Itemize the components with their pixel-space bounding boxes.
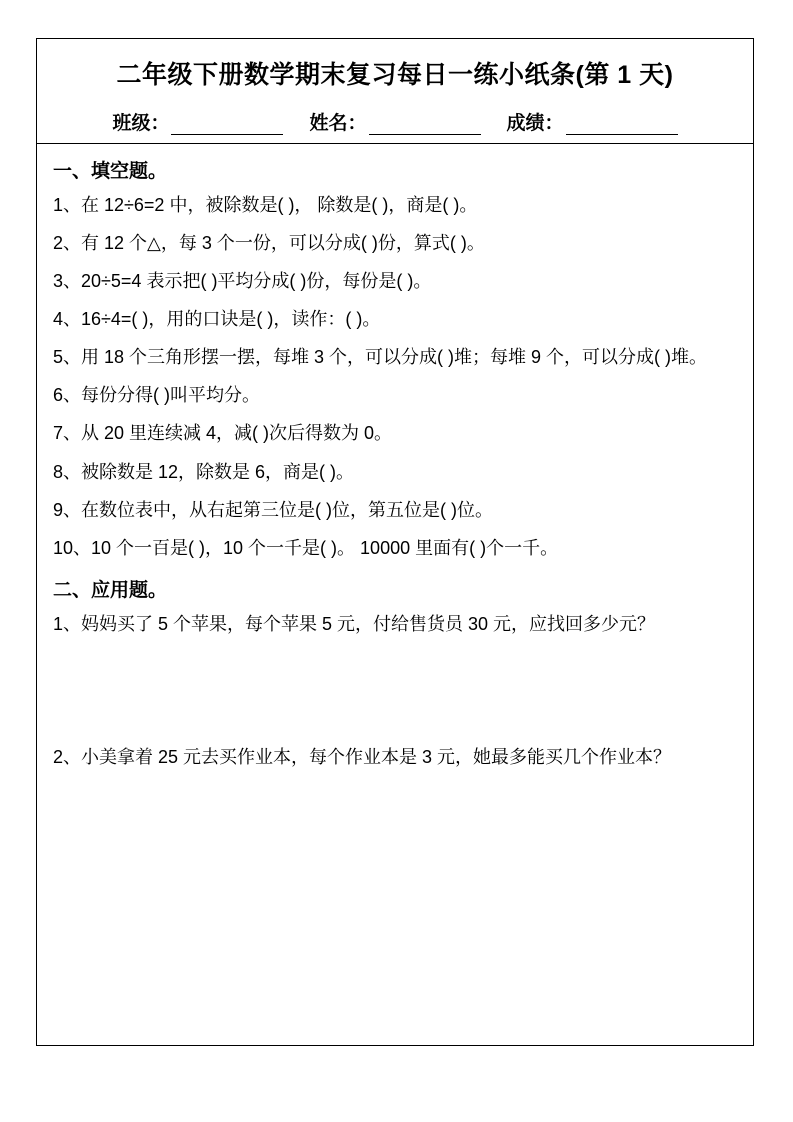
question-fill-1: 1、在 12÷6=2 中，被除数是( )， 除数是( )，商是( )。 [53,194,478,215]
question-word-2: 2、小美拿着 25 元去买作业本，每个作业本是 3 元，她最多能买几个作业本？ [53,747,672,768]
worksheet-body [37,39,753,890]
score-field [507,108,678,135]
class-input-blank[interactable] [171,118,283,135]
question-fill-3: 3、20÷5=4 表示把( )平均分成( )份，每份是( )。 [53,270,432,291]
question-fill-2: 2、有 12 个△，每 3 个一份，可以分成( )份，算式( )。 [53,232,485,253]
answer-space-word-2[interactable] [53,780,737,890]
name-input-blank[interactable] [369,118,481,135]
page-title: 二年级下册数学期末复习每日一练小纸条(第 1 天) [116,61,674,89]
section-heading-fill-in: 一、填空题。 [53,160,168,182]
question-fill-4: 4、16÷4=( )，用的口诀是( )，读作：( )。 [53,308,381,329]
class-field [112,108,283,135]
answer-space-word-1[interactable] [53,647,737,743]
question-word-1: 1、妈妈买了 5 个苹果，每个苹果 5 元，付给售货员 30 元，应找回多少元？ [53,614,656,635]
question-fill-8: 8、被除数是 12，除数是 6，商是( )。 [53,461,355,482]
question-fill-6: 6、每份分得( )叫平均分。 [53,385,260,406]
question-fill-10: 10、10 个一百是( )，10 个一千是( )。 10000 里面有( )个一千。 [53,537,559,558]
name-label: 姓名： [309,112,367,134]
worksheet-page [36,38,754,1046]
class-label: 班级： [112,112,170,134]
student-info-row [53,108,737,143]
name-field [309,108,480,135]
question-fill-9: 9、在数位表中，从右起第三位是( )位，第五位是( )位。 [53,499,493,520]
score-input-blank[interactable] [566,118,678,135]
score-label: 成绩： [506,112,564,134]
section-heading-word-problems: 二、应用题。 [53,580,168,602]
question-fill-7: 7、从 20 里连续减 4，减( )次后得数为 0。 [53,423,393,444]
question-fill-5: 5、用 18 个三角形摆一摆，每堆 3 个，可以分成( )堆；每堆 9 个，可以分成( )堆。 [53,347,708,368]
header-divider [37,143,753,144]
